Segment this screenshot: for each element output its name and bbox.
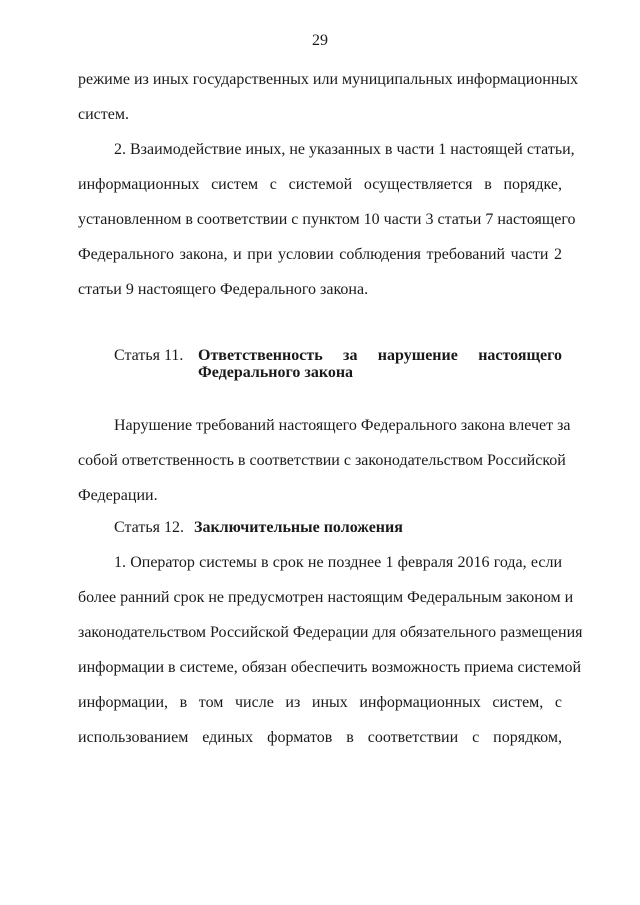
paragraph-line: собой ответственность в соответствии с законодательством Российской — [78, 452, 566, 469]
paragraph-line: установленном в соответствии с пунктом 10 части 3 статьи 7 настоящего — [78, 211, 576, 228]
paragraph-line: 2. Взаимодействие иных, не указанных в части 1 настоящей статьи, — [114, 141, 575, 158]
paragraph-line: режиме из иных государственных или муниципальных информационных — [78, 71, 579, 88]
paragraph-line: информационных систем с системой осуществляется в порядке, — [78, 176, 562, 193]
paragraph-line: законодательством Российской Федерации для обязательного размещения — [78, 624, 583, 641]
paragraph-line: 1. Оператор системы в срок не позднее 1 февраля 2016 года, если — [114, 554, 562, 571]
article-11-label: Статья 11. — [114, 347, 184, 364]
paragraph-line: статьи 9 настоящего Федерального закона. — [78, 281, 369, 298]
paragraph-line: использованием единых форматов в соответствии с порядком, — [78, 729, 562, 746]
article-11-title-line: Федерального закона — [198, 364, 354, 381]
paragraph-line: Нарушение требований настоящего Федерального закона влечет за — [114, 417, 571, 434]
article-12-title: Заключительные положения — [194, 519, 403, 536]
page-number: 29 — [312, 32, 328, 49]
paragraph-line: информации, в том числе из иных информационных систем, с — [78, 694, 562, 711]
paragraph-line: систем. — [78, 106, 129, 123]
article-11-title-line: Ответственность за нарушение настоящего — [198, 347, 562, 364]
paragraph-line: информации в системе, обязан обеспечить возможность приема системой — [78, 659, 582, 676]
paragraph-line: Федерации. — [78, 487, 158, 504]
paragraph-line: Федерального закона, и при условии соблюдения требований части 2 — [78, 246, 562, 263]
paragraph-line: более ранний срок не предусмотрен настоящим Федеральным законом и — [78, 589, 574, 606]
article-12-label: Статья 12. — [114, 519, 184, 536]
